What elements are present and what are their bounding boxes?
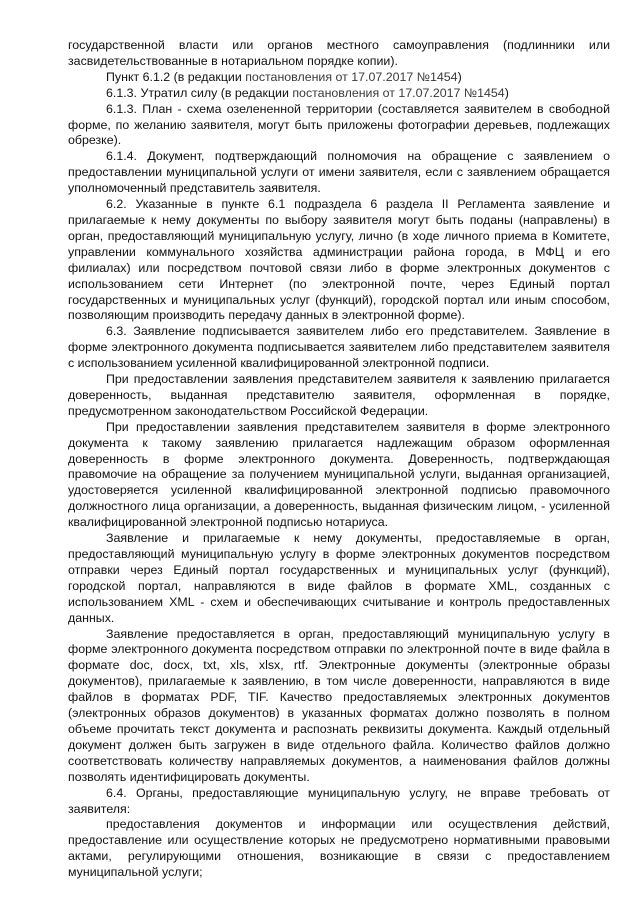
paragraph-text: Пункт 6.1.2 (в редакции <box>106 69 246 84</box>
paragraph-text: Заявление предоставляется в орган, предоставляющий муниципальную услугу в форме электронного документа посредством отправки по электронной почте в виде файла в формате doc, docx, txt, xls, xlsx, rtf. Электронные документы (электронные образы документов), прилагаемые к заявлению, в том числе доверенности, направляются в виде файлов в форматах PDF, TIF. Качество предоставляемых электронных документов (электронных образов документов) в указанных форматах должно позволять в полном объеме прочитать текст документа и распознать реквизиты документа. Каждый отдельный документ должен быть загружен в виде отдельного файла. Количество файлов должно соответствовать количеству направляемых документов, а наименования файлов должны позволять идентифицировать документы. <box>68 626 610 784</box>
paragraph-text: 6.4. Органы, предоставляющие муниципальную услугу, не вправе требовать от заявителя: <box>68 785 610 816</box>
document-page <box>68 38 610 881</box>
paragraph <box>68 372 610 420</box>
paragraph-text: 6.1.4. Документ, подтверждающий полномочия на обращение с заявлением о предоставлении муниципальной услуги от имени заявителя, если с заявлением обращается уполномоченный представитель заявителя. <box>68 149 610 196</box>
paragraph <box>68 102 610 150</box>
paragraph-text: При предоставлении заявления представителем заявителя в форме электронного документа к такому заявлению прилагается надлежащим образом оформленная доверенность в форме электронного документа. Доверенность, подтверждающая правомочие на обращение за получением муниципальной услуги, выданная организацией, удостоверяется усиленной квалифицированной электронной подписью правомочного должностного лица организации, а доверенность, выданная физическим лицом, - усиленной квалифицированной электронной подписью нотариуса. <box>68 419 610 530</box>
paragraph-text: 6.2. Указанные в пункте 6.1 подраздела 6 раздела II Регламента заявление и прилагаемые к нему документы по выбору заявителя могут быть поданы (направлены) в орган, предоставляющий муниципальную услугу, лично (в ходе личного приема в Комитете, управлении коммунального хозяйства администрации района города, в МФЦ и его филиалах) или посредством почтовой связи либо в форме электронных документов с использованием сети Интернет (по электронной почте, через Единый портал государственных и муниципальных услуг (функций), городской портал или иным способом, позволяющим производить передачу данных в электронной форме). <box>68 197 610 323</box>
paragraph <box>68 531 610 626</box>
paragraph <box>68 38 610 70</box>
decree-link[interactable]: постановления от 17.07.2017 №1454 <box>292 85 505 100</box>
paragraph-text: государственной власти или органов местного самоуправления (подлинники или засвидетельствованные в нотариальном порядке копии). <box>68 38 610 68</box>
paragraph <box>68 149 610 197</box>
paragraph-amendment-note <box>68 70 610 86</box>
paragraph-text: 6.1.3. План - схема озелененной территории (составляется заявителем в свободной форме, по желанию заявителя, могут быть приложены фотографии деревьев, подлежащих обрезке). <box>68 101 610 148</box>
paragraph-text: При предоставлении заявления представителем заявителя к заявлению прилагается доверенность, выданная представителю заявителя, оформленная в порядке, предусмотренном законодательством Российской Федерации. <box>68 372 610 418</box>
paragraph <box>68 817 610 881</box>
paragraph-text: 6.1.3. Утратил силу (в редакции <box>106 85 293 100</box>
paragraph-text: ) <box>457 69 462 84</box>
decree-link[interactable]: постановления от 17.07.2017 №1454 <box>245 69 458 84</box>
paragraph-text: Заявление и прилагаемые к нему документы, предоставляемые в орган, предоставляющий муниципальную услугу в форме электронных документов посредством отправки через Единый портал государственных и муниципальных услуг (функций), городской портал, направляются в виде файлов в формате XML, созданных с использованием XML - схем и обеспечивающих считывание и контроль предоставленных данных. <box>68 531 610 625</box>
paragraph-text: ) <box>504 85 509 100</box>
paragraph <box>68 420 610 531</box>
paragraph <box>68 627 610 786</box>
paragraph-text: 6.3. Заявление подписывается заявителем либо его представителем. Заявление в форме электронного документа подписывается заявителем либо представителем заявителя с использованием усиленной квалифицированной электронной подписи. <box>68 324 610 371</box>
paragraph <box>68 197 610 324</box>
paragraph <box>68 786 610 818</box>
paragraph <box>68 324 610 372</box>
paragraph-amendment-note <box>68 86 610 102</box>
paragraph-text: предоставления документов и информации или осуществления действий, предоставление или осуществление которых не предусмотрено нормативными правовыми актами, регулирующими отношения, возникающие в связи с предоставлением муниципальной услуги; <box>68 817 610 880</box>
